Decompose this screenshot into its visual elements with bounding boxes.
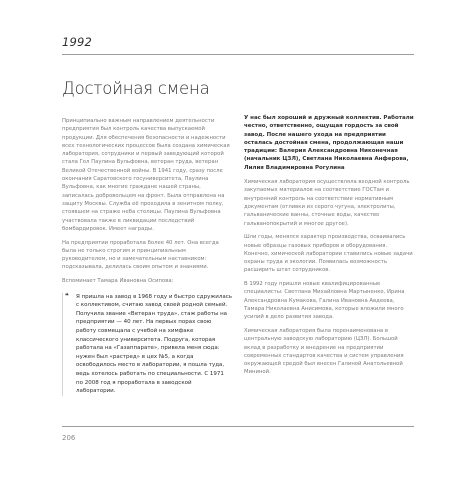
footer-rule [62, 426, 414, 427]
lead-quote: У нас был хороший и дружный коллектив. Работали честно, ответственно, ощущая гордость за свой завод. После нашего ухода на предприятии осталась достойная смена, продолжающая наши традиции: Валерия Александровна Никонечная (начальник ЦЗЛ), Светлана Николаевна Анферова, Лилия Владимировна Рогулина [244, 115, 414, 171]
pull-quote [62, 293, 232, 396]
left-column [62, 117, 232, 396]
chapter-year: 1992 [62, 35, 93, 49]
body-paragraph: Химическая лаборатория осуществляла входной контроль закупаемых материалов на соответствие ГОСТам и внутренний контроль на соответствие нормативным документам (отливки из серого чугуна, электролиты, гальванические ванны, сточные воды, качество гальванопокрытий и многое другое). [244, 179, 410, 227]
page-number: 206 [62, 434, 76, 442]
quote-text: Я пришла на завод в 1968 году и быстро сдружилась с коллективом, считаю завод своей родной семьей. Получила звание «Ветеран труда», стаж работы на предприятии — 40 лет. На первых порах свою работу совмещала с учебой на химфаке классического университета. Подруга, которая работала на «Газаппарате», привела меня сюда: нужен был «растред» в цех №5, а когда освободилось место в лаборатории, я пошла туда, ведь хотелось работать по специальности. С 1971 по 2008 год я проработала в заводской лаборатории. [76, 293, 233, 395]
header-rule [62, 54, 414, 55]
body-paragraph: Шли годы, менялся характер производства, осваивались новые образцы газовых приборов и оборудования. Конечно, химической лаборатории ставились новые задачи охраны труда и экологии. Появилась возможность расширить штат сотрудников. [244, 234, 413, 274]
body-paragraph: На предприятии проработала более 40 лет. Она всегда была не только строгим и принципиальным руководителем, но и замечательным наставником: подсказывала, делилась своим опытом и знаниями. [62, 239, 219, 271]
body-paragraph: В 1992 году пришли новые квалифицированные специалисты: Светлана Михайловна Мартыненко, Ирина Александровна Кумакова, Галина Ивановна Авдеева, Тамара Николаевна Анисимова, которые вложили много усилий в дело развития завода. [244, 281, 405, 321]
right-column [244, 114, 414, 377]
body-paragraph: Химическая лаборатория была перенаименована в центральную заводскую лабораторию (ЦЗЛ). Большой вклад в разработку и внедрение на предприятии современных стандартов качества и систем управления окружающей средой был внесен Галиной Анатольевной Мининой. [244, 328, 404, 376]
quote-attribution: Вспоминает Тамара Ивановна Осипова: [62, 278, 174, 285]
page-title: Достойная смена [62, 79, 210, 98]
quote-mark-icon: ❝ [65, 292, 69, 301]
body-paragraph: Принципиально важным направлением деятельности предприятия был контроль качества выпускаемой продукции. Для обеспечения безопасности и надежности всех технологических процессов была создана химическая лаборатория, сотрудники и первый заведующий которой стала Гол Паулина Вульфовна, ветеран труда, ветеран Великой Отечественной войны. В 1941 году, сразу после окончания Саратовского госуниверситета, Паулина Вульфовна, как многие граждане нашей страны, записалась добровольцем на фронт. Была отправлена на защиту Москвы. Служба её проходила в зенитном полку, стоявшем на страже неба столицы. Паулина Вульфовна участвовала также в ликвидации последствий бомбардировок. Имеет награды. [62, 118, 230, 232]
